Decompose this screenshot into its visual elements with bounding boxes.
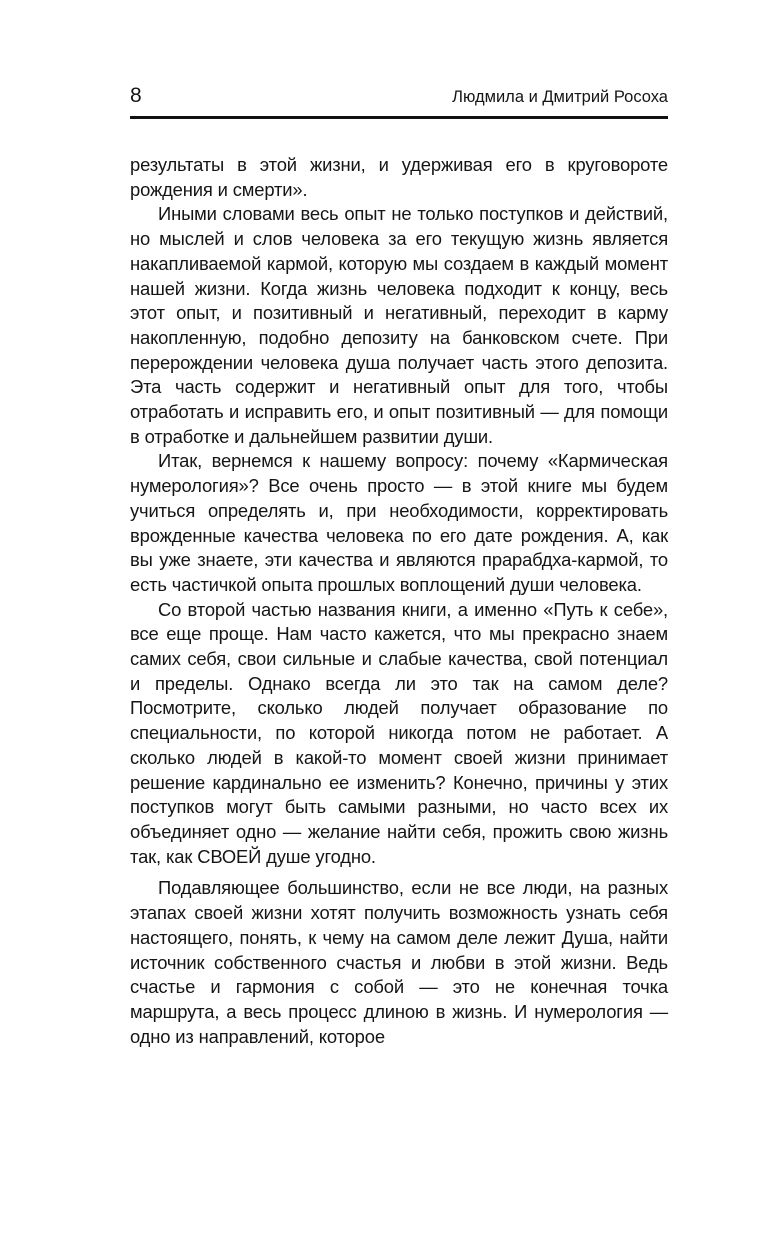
paragraph: Со второй частью названия книги, а именно «Путь к себе», все еще проще. Нам часто кажется, что мы прекрасно знаем самих себя, свои сильные и слабые качества, свой потенциал и пределы. Однако всегда ли это так на самом деле? Посмотрите, сколько людей получает образование по специальности, по которой никогда потом не работает. А сколько людей в какой-то момент своей жизни принимает решение кардинально ее изменить? Конечно, причины у этих поступков могут быть самыми разными, но часто всех их объединяет одно — желание найти себя, прожить свою жизнь так, как СВОЕЙ душе угодно. [130,598,668,867]
page-number: 8 [130,84,142,107]
paragraph: результаты в этой жизни, и удерживая его в круговороте рождения и смерти». [130,154,668,200]
running-title: Людмила и Дмитрий Росоха [452,88,668,106]
body-text [130,153,668,1049]
paragraph: Итак, вернемся к нашему вопросу: почему «Кармическая нумерология»? Все очень просто — в этой книге мы будем учиться определять и, при необходимости, корректировать врожденные качества человека по его дате рождения. А, как вы уже знаете, эти качества и являются прарабдха-кармой, то есть частичкой опыта прошлых воплощений души человека. [130,450,668,595]
paragraph: Подавляющее большинство, если не все люди, на разных этапах своей жизни хотят получить возможность узнать себя настоящего, понять, к чему на самом деле лежит Душа, найти источник собственного счастья и любви в этой жизни. Ведь счастье и гармония с собой — это не конечная точка маршрута, а весь процесс длиною в жизнь. И нумерология — одно из направлений, которое [130,877,668,1047]
page-header [130,84,668,108]
paragraph: Иными словами весь опыт не только поступков и действий, но мыслей и слов человека за его текущую жизнь является накапливаемой кармой, которую мы создаем в каждый момент нашей жизни. Когда жизнь человека подходит к концу, весь этот опыт, и позитивный и негативный, переходит в карму накопленную, подобно депозиту на банковском счете. При перерождении человека душа получает часть этого депозита. Эта часть содержит и негативный опыт для того, чтобы отработать и исправить его, и опыт позитивный — для помощи в отработке и дальнейшем развитии души. [130,203,668,447]
header-rule [130,116,668,119]
